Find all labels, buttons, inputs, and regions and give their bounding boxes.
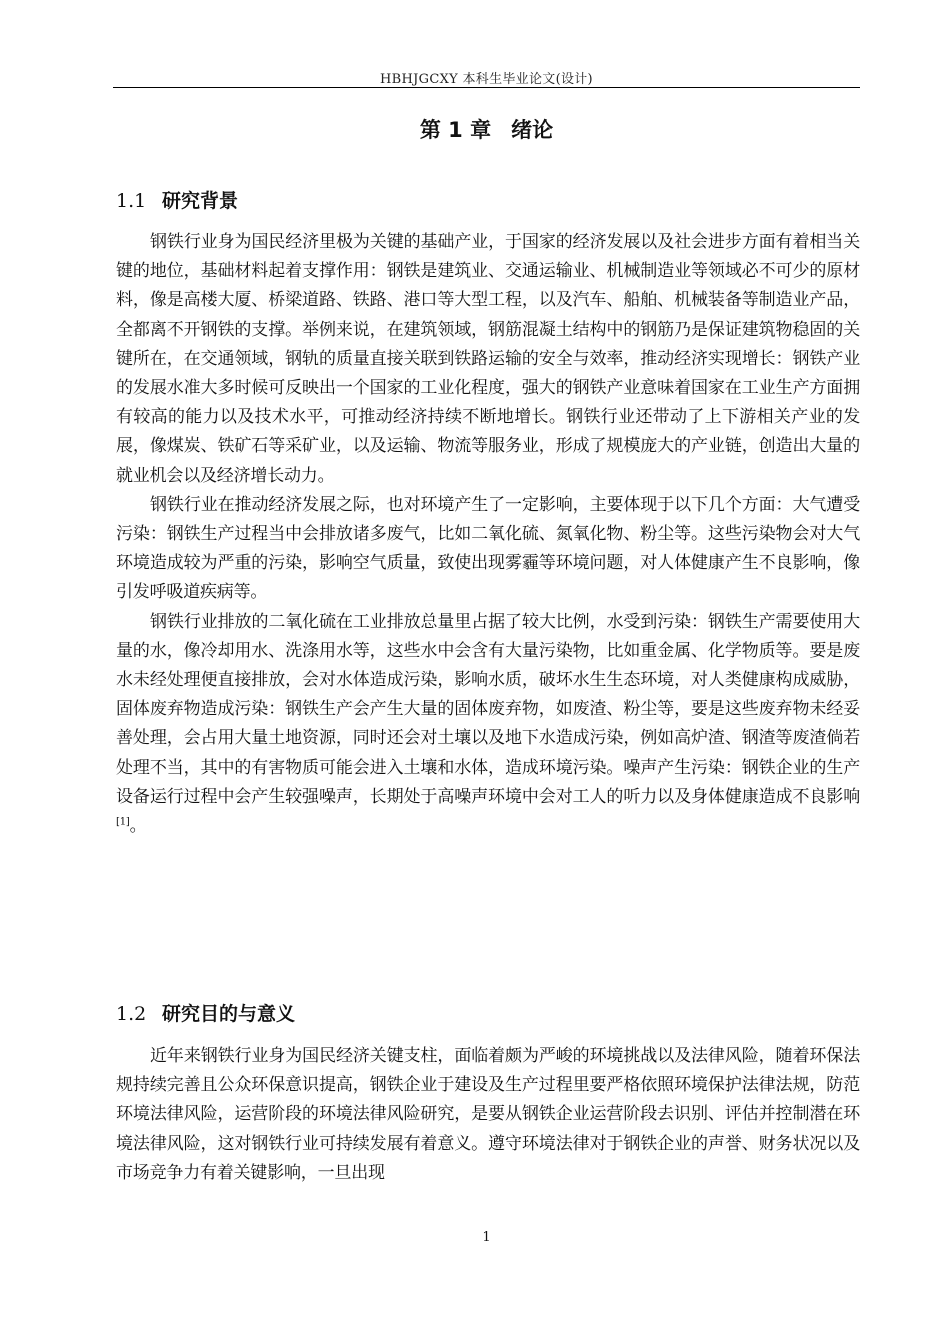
chapter-number: 第 1 章 <box>419 118 492 142</box>
citation-marker: [1] <box>116 816 130 828</box>
section-number: 1.2 <box>116 1003 147 1025</box>
paragraph: 近年来钢铁行业身为国民经济关键支柱，面临着颇为严峻的环境挑战以及法律风险，随着环保法规持续完善且公众环保意识提高，钢铁企业于建设及生产过程里要严格依照环境保护法律法规，防范环境法律风险，运营阶段的环境法律风险研究，是要从钢铁企业运营阶段去识别、评估并控制潜在环境法律风险，这对钢铁行业可持续发展有着意义。遵守环境法律对于钢铁企业的声誉、财务状况以及市场竞争力有着关键影响，一旦出现 <box>116 1046 860 1183</box>
section-heading-1-2 <box>116 999 860 1029</box>
section-1-1-body <box>116 228 860 841</box>
chapter-title <box>113 114 860 144</box>
section-1-2-body <box>116 1042 860 1188</box>
running-header: HBHJGCXY 本科生毕业论文(设计) <box>380 72 593 87</box>
chapter-name: 绪论 <box>511 118 554 142</box>
page-number: 1 <box>482 1230 491 1245</box>
paragraph: 钢铁行业在推动经济发展之际，也对环境产生了一定影响，主要体现于以下几个方面：大气遭受污染：钢铁生产过程当中会排放诸多废气，比如二氧化硫、氮氧化物、粉尘等。这些污染物会对大气环境造成较为严重的污染，影响空气质量，致使出现雾霾等环境问题，对人体健康产生不良影响，像引发呼吸道疾病等。 <box>116 494 860 603</box>
header-rule <box>113 87 860 88</box>
paragraph <box>116 608 860 842</box>
section-heading-1-1 <box>116 186 860 216</box>
paragraph-end: 。 <box>129 816 147 837</box>
paragraph-text: 钢铁行业排放的二氧化硫在工业排放总量里占据了较大比例，水受到污染：钢铁生产需要使用大量的水，像冷却用水、洗涤用水等，这些水中会含有大量污染物，比如重金属、化学物质等。要是废水未经处理便直接排放，会对水体造成污染，影响水质，破坏水生生态环境，对人类健康构成威胁，固体废弃物造成污染：钢铁生产会产生大量的固体废弃物，如废渣、粉尘等，要是这些废弃物未经妥善处理，会占用大量土地资源，同时还会对土壤以及地下水造成污染，例如高炉渣、钢渣等废渣倘若处理不当，其中的有害物质可能会进入土壤和水体，造成环境污染。噪声产生污染：钢铁企业的生产设备运行过程中会产生较强噪声，长期处于高噪声环境中会对工人的听力以及身体健康造成不良影响 <box>116 611 860 807</box>
paragraph: 钢铁行业身为国民经济里极为关键的基础产业，于国家的经济发展以及社会进步方面有着相当关键的地位，基础材料起着支撑作用：钢铁是建筑业、交通运输业、机械制造业等领域必不可少的原材料，像是高楼大厦、桥梁道路、铁路、港口等大型工程，以及汽车、船舶、机械装备等制造业产品，全都离不开钢铁的支撑。举例来说，在建筑领域，钢筋混凝土结构中的钢筋乃是保证建筑物稳固的关键所在，在交通领域，钢轨的质量直接关联到铁路运输的安全与效率，推动经济实现增长：钢铁产业的发展水准大多时候可反映出一个国家的工业化程度，强大的钢铁产业意味着国家在工业生产方面拥有较高的能力以及技术水平，可推动经济持续不断地增长。钢铁行业还带动了上下游相关产业的发展，像煤炭、铁矿石等采矿业，以及运输、物流等服务业，形成了规模庞大的产业链，创造出大量的就业机会以及经济增长动力。 <box>116 232 860 486</box>
section-title: 研究背景 <box>162 190 239 212</box>
section-number: 1.1 <box>116 190 147 212</box>
section-title: 研究目的与意义 <box>162 1003 296 1025</box>
